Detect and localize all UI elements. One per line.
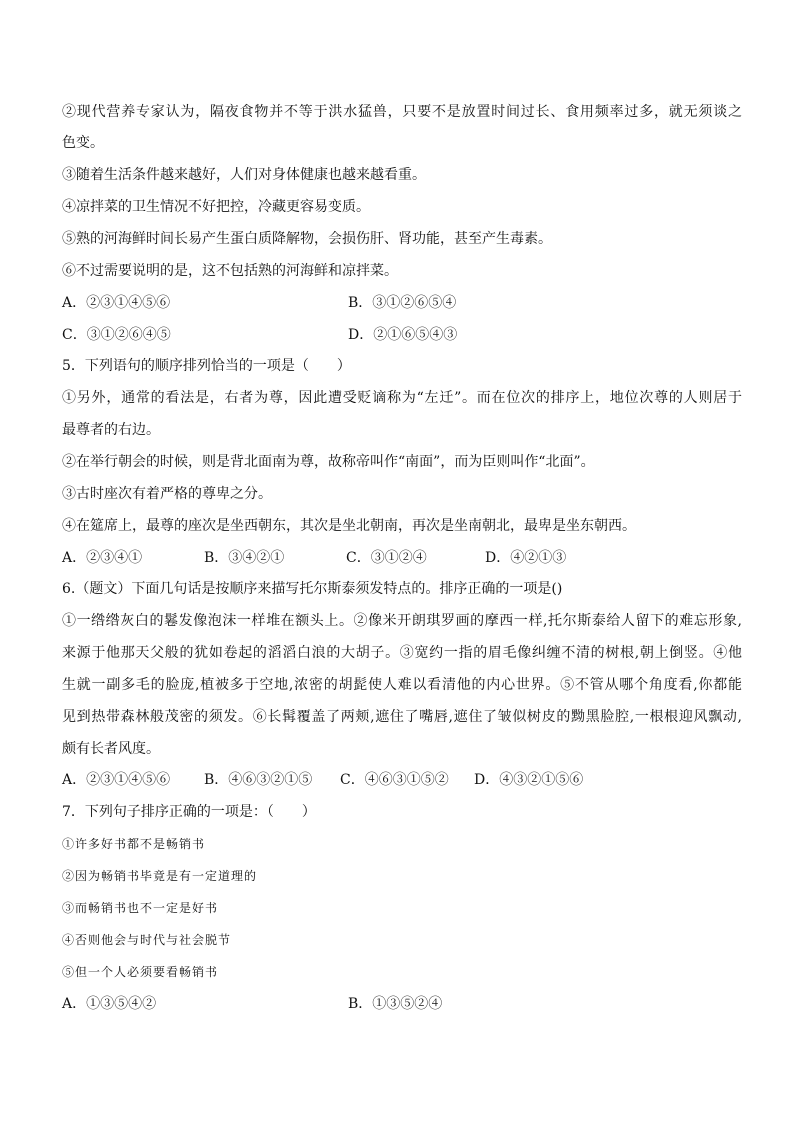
q4-option-b: B．③①②⑥⑤④ <box>348 295 457 311</box>
q6-passage-line3: 生就一副多毛的脸庞,植被多于空地,浓密的胡髭使人难以看清他的内心世界。⑤不管从哪个角度看,你都能 <box>62 677 742 693</box>
q6-passage-line1: ①一绺绺灰白的鬈发像泡沫一样堆在额头上。②像米开朗琪罗画的摩西一样,托尔斯泰给人留下的难忘形象, <box>62 613 742 629</box>
q4-option-c: C．③①②⑥④⑤ <box>62 327 171 343</box>
q5-option-b: B．③④②① <box>204 550 285 566</box>
q7-stem: 7．下列句子排序正确的一项是：（ ） <box>62 804 316 820</box>
q4-item3: ③随着生活条件越来越好，人们对身体健康也越来越看重。 <box>62 167 426 183</box>
q5-stem: 5．下列语句的顺序排列恰当的一项是（ ） <box>62 358 351 374</box>
q4-item2-line1: ②现代营养专家认为，隔夜食物并不等于洪水猛兽，只要不是放置时间过长、食用频率过多，就无须谈之 <box>62 104 742 120</box>
q5-item3: ③古时座次有着严格的尊卑之分。 <box>62 486 272 502</box>
q5-option-c: C．③①②④ <box>346 550 427 566</box>
q5-option-a: A．②③④① <box>62 550 143 566</box>
q4-item6: ⑥不过需要说明的是，这不包括熟的河海鲜和凉拌菜。 <box>62 263 398 279</box>
q6-passage-line2: 来源于他那天父般的犹如卷起的滔滔白浪的大胡子。③宽约一指的眉毛像纠缠不清的树根,朝上倒竖。④他 <box>62 645 742 661</box>
q7-item5: ⑤但一个人必须要看畅销书 <box>62 965 219 979</box>
q4-item2-line2: 色变。 <box>62 135 104 151</box>
q4-item5: ⑤熟的河海鲜时间长易产生蛋白质降解物，会损伤肝、肾功能，甚至产生毒素。 <box>62 231 552 247</box>
q6-stem: 6.（题文）下面几句话是按顺序来描写托尔斯泰须发特点的。排序正确的一项是() <box>62 581 563 597</box>
q6-passage-line4: 见到热带森林般茂密的须发。⑥长髯覆盖了两颊,遮住了嘴唇,遮住了皱似树皮的黝黑脸腔,一根根迎风飘动, <box>62 709 742 725</box>
q7-option-a: A．①③⑤④② <box>62 996 157 1012</box>
q6-passage-line5: 颇有长者风度。 <box>62 741 160 757</box>
q4-option-a: A．②③①④⑤⑥ <box>62 295 171 311</box>
q5-item2: ②在举行朝会的时候，则是背北面南为尊，故称帝叫作“南面”，而为臣则叫作“北面”。 <box>62 454 595 470</box>
q5-item1-line2: 最尊者的右边。 <box>62 422 160 438</box>
q5-option-d: D．④②①③ <box>485 550 567 566</box>
q6-option-a: A．②③①④⑤⑥ <box>62 772 171 788</box>
q5-item4: ④在筵席上，最尊的座次是坐西朝东，其次是坐北朝南，再次是坐南朝北，最卑是坐东朝西。 <box>62 518 636 534</box>
q6-option-b: B．④⑥③②①⑤ <box>204 772 313 788</box>
q7-item3: ③而畅销书也不一定是好书 <box>62 901 219 915</box>
q7-item2: ②因为畅销书毕竟是有一定道理的 <box>62 869 258 883</box>
q4-item4: ④凉拌菜的卫生情况不好把控，冷藏更容易变质。 <box>62 199 370 215</box>
q7-option-b: B．①③⑤②④ <box>348 996 443 1012</box>
q7-item4: ④否则他会与时代与社会脱节 <box>62 933 232 947</box>
q6-option-d: D．④③②①⑤⑥ <box>474 772 584 788</box>
q7-item1: ①许多好书都不是畅销书 <box>62 837 206 851</box>
q5-item1-line1: ①另外，通常的看法是，右者为尊，因此遭受贬谪称为“左迁”。而在位次的排序上，地位次尊的人则居于 <box>62 390 742 406</box>
q6-option-c: C．④⑥③①⑤② <box>340 772 449 788</box>
q4-option-d: D．②①⑥⑤④③ <box>348 327 458 343</box>
